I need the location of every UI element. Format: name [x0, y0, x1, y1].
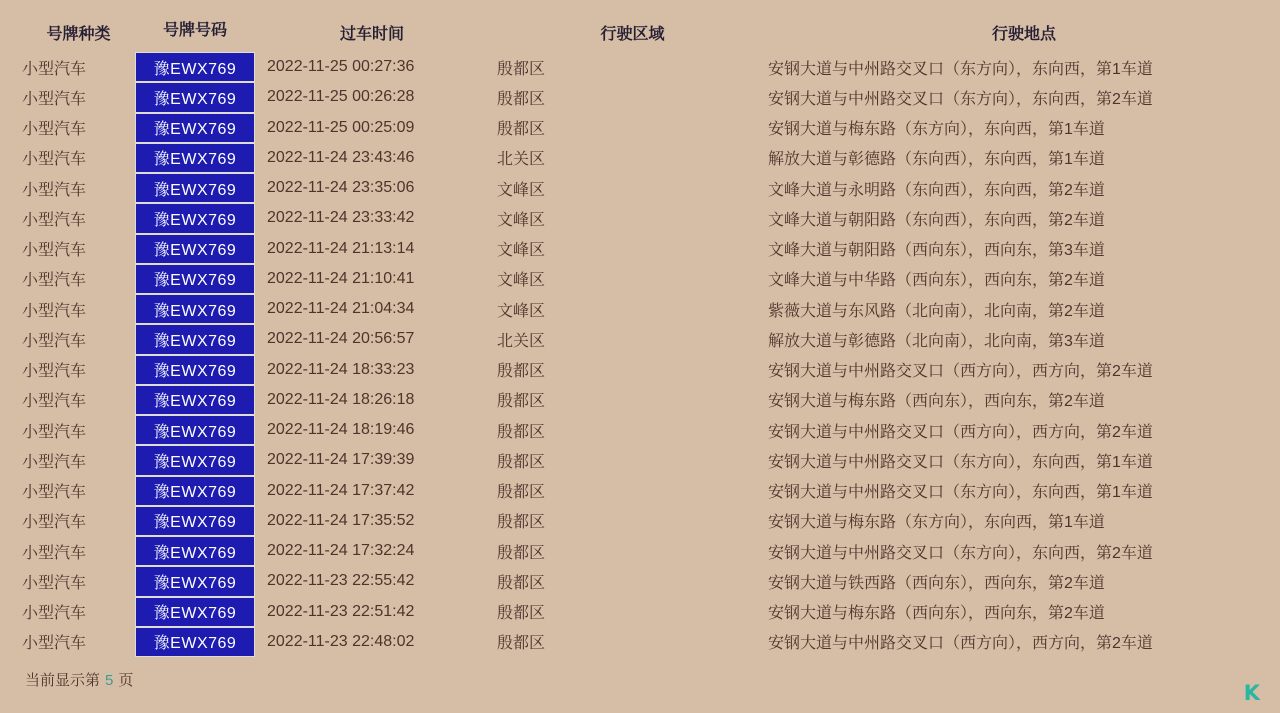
vehicle-type-cell: 小型汽车	[22, 181, 87, 199]
location-cell: 文峰大道与中华路（西向东），西向东，第2车道	[768, 272, 1105, 290]
plate-number-badge[interactable]: 豫EWX769	[135, 597, 255, 627]
table-row	[0, 82, 1280, 112]
pass-time-cell: 2022-11-24 23:33:42	[267, 209, 415, 227]
column-header-3: 过车时间	[339, 25, 404, 43]
pass-time-cell: 2022-11-24 23:35:06	[267, 179, 415, 197]
vehicle-passage-records-table	[0, 17, 1280, 657]
pass-time-cell: 2022-11-24 20:56:57	[267, 330, 415, 348]
district-cell: 文峰区	[497, 211, 546, 229]
pass-time-cell: 2022-11-25 00:25:09	[267, 118, 415, 136]
vehicle-type-cell: 小型汽车	[22, 635, 87, 653]
pass-time-cell: 2022-11-24 18:19:46	[267, 421, 415, 439]
district-cell: 北关区	[497, 332, 546, 350]
pass-time-cell: 2022-11-24 21:04:34	[267, 300, 415, 318]
district-cell: 殷都区	[497, 60, 546, 78]
table-body	[0, 52, 1280, 657]
location-cell: 安钢大道与铁西路（西向东），西向东，第2车道	[768, 574, 1105, 592]
district-cell: 北关区	[497, 151, 546, 169]
vehicle-type-cell: 小型汽车	[22, 605, 87, 623]
location-cell: 安钢大道与中州路交叉口（西方向），西方向，第2车道	[768, 363, 1153, 381]
location-cell: 安钢大道与中州路交叉口（东方向），东向西，第1车道	[768, 60, 1153, 78]
pass-time-cell: 2022-11-24 17:39:39	[267, 451, 415, 469]
district-cell: 殷都区	[497, 121, 546, 139]
location-cell: 紫薇大道与东风路（北向南），北向南，第2车道	[768, 302, 1105, 320]
vehicle-type-cell: 小型汽车	[22, 90, 87, 108]
location-cell: 文峰大道与朝阳路（西向东），西向东，第3车道	[768, 242, 1105, 260]
plate-number-badge[interactable]: 豫EWX769	[135, 536, 255, 566]
district-cell: 殷都区	[497, 90, 546, 108]
column-header-4: 行驶区域	[600, 25, 665, 43]
table-row	[0, 627, 1280, 657]
location-cell: 安钢大道与中州路交叉口（西方向），西方向，第2车道	[768, 635, 1153, 653]
district-cell: 殷都区	[497, 363, 546, 381]
pass-time-cell: 2022-11-23 22:48:02	[267, 632, 415, 650]
plate-number-cell	[135, 627, 255, 657]
pagination-prefix: 当前显示第	[25, 672, 101, 689]
vehicle-type-cell: 小型汽车	[22, 151, 87, 169]
table-row	[0, 597, 1280, 627]
table-row	[0, 445, 1280, 475]
table-row	[0, 143, 1280, 173]
vehicle-type-cell: 小型汽车	[22, 121, 87, 139]
plate-number-cell	[135, 203, 255, 233]
table-row	[0, 536, 1280, 566]
pass-time-cell: 2022-11-24 17:32:24	[267, 542, 415, 560]
plate-number-badge[interactable]: 豫EWX769	[135, 82, 255, 112]
table-row	[0, 173, 1280, 203]
district-cell: 文峰区	[497, 181, 546, 199]
pagination-status	[0, 669, 1280, 690]
plate-number-badge[interactable]: 豫EWX769	[135, 113, 255, 143]
vehicle-type-cell: 小型汽车	[22, 514, 87, 532]
location-cell: 安钢大道与中州路交叉口（西方向），西方向，第2车道	[768, 423, 1153, 441]
plate-number-cell	[135, 445, 255, 475]
vehicle-type-cell: 小型汽车	[22, 484, 87, 502]
pass-time-cell: 2022-11-24 17:37:42	[267, 481, 415, 499]
pass-time-cell: 2022-11-24 18:26:18	[267, 390, 415, 408]
table-row	[0, 234, 1280, 264]
location-cell: 解放大道与彰德路（北向南），北向南，第3车道	[768, 332, 1105, 350]
pass-time-cell: 2022-11-24 17:35:52	[267, 511, 415, 529]
vehicle-type-cell: 小型汽车	[22, 242, 87, 260]
table-header-row	[0, 17, 1280, 47]
district-cell: 文峰区	[497, 272, 546, 290]
district-cell: 殷都区	[497, 423, 546, 441]
plate-number-cell	[135, 506, 255, 536]
plate-number-cell	[135, 566, 255, 596]
column-header-1: 号牌种类	[46, 25, 111, 43]
table-row	[0, 324, 1280, 354]
vehicle-type-cell: 小型汽车	[22, 211, 87, 229]
location-cell: 安钢大道与中州路交叉口（东方向），东向西，第1车道	[768, 484, 1153, 502]
plate-number-badge[interactable]: 豫EWX769	[135, 476, 255, 506]
district-cell: 文峰区	[497, 242, 546, 260]
district-cell: 殷都区	[497, 635, 546, 653]
plate-number-badge[interactable]: 豫EWX769	[135, 445, 255, 475]
plate-number-cell	[135, 173, 255, 203]
vehicle-type-cell: 小型汽车	[22, 332, 87, 350]
location-cell: 文峰大道与永明路（东向西），东向西，第2车道	[768, 181, 1105, 199]
district-cell: 殷都区	[497, 484, 546, 502]
table-row	[0, 476, 1280, 506]
table-row	[0, 294, 1280, 324]
location-cell: 安钢大道与梅东路（西向东），西向东，第2车道	[768, 393, 1105, 411]
pass-time-cell: 2022-11-24 21:13:14	[267, 239, 415, 257]
plate-number-cell	[135, 415, 255, 445]
plate-number-cell	[135, 143, 255, 173]
plate-number-cell	[135, 113, 255, 143]
table-row	[0, 566, 1280, 596]
table-row	[0, 113, 1280, 143]
table-row	[0, 355, 1280, 385]
location-cell: 安钢大道与中州路交叉口（东方向），东向西，第2车道	[768, 90, 1153, 108]
location-cell: 安钢大道与梅东路（东方向），东向西，第1车道	[768, 514, 1105, 532]
plate-number-badge[interactable]: 豫EWX769	[135, 355, 255, 385]
plate-number-cell	[135, 82, 255, 112]
vehicle-type-cell: 小型汽车	[22, 302, 87, 320]
plate-number-badge[interactable]: 豫EWX769	[135, 566, 255, 596]
district-cell: 殷都区	[497, 514, 546, 532]
plate-number-cell	[135, 264, 255, 294]
table-row	[0, 506, 1280, 536]
table-row	[0, 415, 1280, 445]
vehicle-type-cell: 小型汽车	[22, 423, 87, 441]
plate-number-badge[interactable]: 豫EWX769	[135, 143, 255, 173]
vehicle-type-cell: 小型汽车	[22, 574, 87, 592]
plate-number-cell	[135, 234, 255, 264]
table-row	[0, 385, 1280, 415]
pass-time-cell: 2022-11-25 00:26:28	[267, 88, 415, 106]
pass-time-cell: 2022-11-23 22:55:42	[267, 572, 415, 590]
vehicle-type-cell: 小型汽车	[22, 272, 87, 290]
plate-number-cell	[135, 294, 255, 324]
plate-number-badge[interactable]: 豫EWX769	[135, 506, 255, 536]
district-cell: 文峰区	[497, 302, 546, 320]
vehicle-type-cell: 小型汽车	[22, 544, 87, 562]
plate-number-badge[interactable]: 豫EWX769	[135, 203, 255, 233]
k-logo: K	[1243, 681, 1260, 705]
district-cell: 殷都区	[497, 393, 546, 411]
plate-number-badge[interactable]: 豫EWX769	[135, 627, 255, 657]
pass-time-cell: 2022-11-24 18:33:23	[267, 360, 415, 378]
location-cell: 安钢大道与中州路交叉口（东方向），东向西，第2车道	[768, 544, 1153, 562]
plate-number-badge[interactable]: 豫EWX769	[135, 264, 255, 294]
table-row	[0, 203, 1280, 233]
plate-number-cell	[135, 597, 255, 627]
pass-time-cell: 2022-11-24 23:43:46	[267, 148, 415, 166]
location-cell: 安钢大道与梅东路（西向东），西向东，第2车道	[768, 605, 1105, 623]
column-header-5: 行驶地点	[991, 25, 1056, 43]
vehicle-type-cell: 小型汽车	[22, 453, 87, 471]
vehicle-type-cell: 小型汽车	[22, 60, 87, 78]
district-cell: 殷都区	[497, 574, 546, 592]
current-page-number: 5	[105, 672, 114, 689]
plate-number-badge[interactable]: 豫EWX769	[135, 294, 255, 324]
district-cell: 殷都区	[497, 605, 546, 623]
plate-number-cell	[135, 324, 255, 354]
pass-time-cell: 2022-11-24 21:10:41	[267, 269, 415, 287]
vehicle-type-cell: 小型汽车	[22, 393, 87, 411]
location-cell: 文峰大道与朝阳路（东向西），东向西，第2车道	[768, 211, 1105, 229]
plate-number-cell	[135, 52, 255, 82]
table-row	[0, 264, 1280, 294]
plate-number-cell	[135, 476, 255, 506]
plate-number-cell	[135, 385, 255, 415]
plate-number-badge[interactable]: 豫EWX769	[135, 385, 255, 415]
location-cell: 安钢大道与梅东路（东方向），东向西，第1车道	[768, 121, 1105, 139]
location-cell: 解放大道与彰德路（东向西），东向西，第1车道	[768, 151, 1105, 169]
column-header-2: 号牌号码	[162, 22, 227, 39]
pagination-suffix: 页	[118, 672, 134, 689]
plate-number-badge[interactable]: 豫EWX769	[135, 415, 255, 445]
vehicle-type-cell: 小型汽车	[22, 363, 87, 381]
district-cell: 殷都区	[497, 544, 546, 562]
table-row	[0, 52, 1280, 82]
plate-number-cell	[135, 536, 255, 566]
pass-time-cell: 2022-11-23 22:51:42	[267, 602, 415, 620]
plate-number-cell	[135, 355, 255, 385]
plate-number-badge[interactable]: 豫EWX769	[135, 173, 255, 203]
plate-number-badge[interactable]: 豫EWX769	[135, 234, 255, 264]
plate-number-badge[interactable]: 豫EWX769	[135, 52, 255, 82]
location-cell: 安钢大道与中州路交叉口（东方向），东向西，第1车道	[768, 453, 1153, 471]
pass-time-cell: 2022-11-25 00:27:36	[267, 58, 415, 76]
district-cell: 殷都区	[497, 453, 546, 471]
plate-number-badge[interactable]: 豫EWX769	[135, 324, 255, 354]
